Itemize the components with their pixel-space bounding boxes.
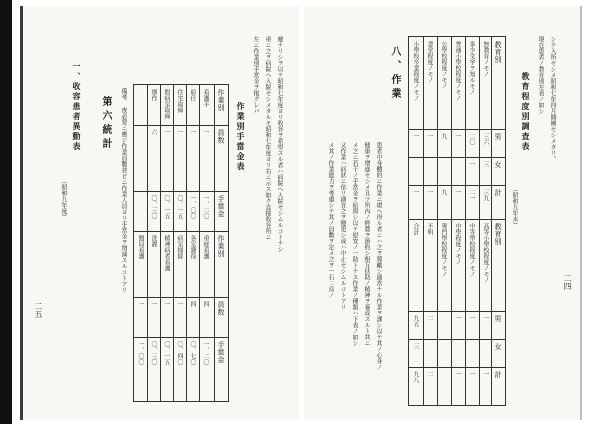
right-body-line-5: メ其ノ作業能力ヲ考慮シテ其ノ員數ヲ定メ之ヲ一石二鳥ノ — [327, 142, 334, 298]
education-table — [408, 36, 506, 406]
th-male-2: 男 — [494, 315, 502, 323]
table-cell: 洗濯 — [150, 235, 157, 247]
table-cell: 二 — [426, 315, 433, 321]
table-cell: 一 — [426, 189, 433, 195]
left-table-title: 作業別手當金表 — [236, 102, 246, 172]
th-female-2: 女 — [494, 343, 502, 351]
table-cell: 一 — [426, 133, 433, 139]
table-cell: 假病室取締 — [163, 89, 170, 119]
table-cell: 九 — [440, 189, 447, 195]
th-total-1: 計 — [494, 189, 502, 197]
table-cell: 一 — [454, 133, 461, 139]
th-work-1: 作業別 — [217, 89, 225, 112]
table-cell: 一 — [482, 371, 489, 377]
right-section-number: 八、作業 — [389, 46, 400, 102]
table-cell: 九八 — [412, 371, 419, 383]
table-cell: 重症看護 — [202, 235, 209, 259]
right-body-line-1: 患者中身體的ニ作業ニ堪ヘ得ル者ニハ之ヲ奬勵シ適當ナル作業ヲ課シ以テ其ノ心身ノ — [375, 142, 382, 370]
right-table-title: 教育程度別調査表 — [521, 72, 531, 152]
table-cell: 〇、三〇 — [150, 195, 157, 219]
scan-edge — [0, 0, 12, 424]
section-note: （昭和九年度） — [60, 178, 67, 220]
table-cell: 一 — [468, 315, 475, 321]
table-cell: 病室掃除 — [176, 235, 183, 259]
table-cell: 一 — [150, 301, 157, 307]
right-page — [304, 6, 582, 420]
th-allow-1: 手當金 — [217, 195, 225, 218]
table-cell: 〇、四〇 — [176, 341, 183, 365]
right-body-line-2: 健康ヲ增進セシメ且ツ所內ノ經費ヲ節約シ相互扶助ノ精神ヲ養成スルト共ニ — [363, 142, 370, 346]
table-cell: 小學校卒業程度ノモノ — [412, 41, 419, 101]
th-female-1: 女 — [494, 161, 502, 169]
table-cell: 一 — [454, 315, 461, 321]
table-cell: 二〇 — [468, 133, 475, 145]
table-cell: 一、二〇 — [202, 341, 209, 365]
table-cell: 精神病者看護 — [163, 235, 170, 271]
table-cell: 〇、一五 — [163, 341, 170, 365]
table-cell: 住宅取締 — [176, 89, 183, 113]
table-cell: 普通小學校程度ノモノ — [454, 41, 461, 101]
table-cell: 一 — [163, 129, 170, 135]
table-cell: 一 — [163, 301, 170, 307]
table-cell: 高等小學校程度ノモノ — [482, 223, 489, 283]
table-cell: 一、二〇 — [202, 195, 209, 219]
left-page — [20, 6, 299, 420]
table-cell: 〇、七〇 — [189, 341, 196, 365]
th-male-1: 男 — [494, 133, 502, 141]
table-cell: 一、〇〇 — [137, 341, 144, 365]
table-cell: 給仕 — [189, 89, 196, 101]
table-cell: 一 — [137, 301, 144, 307]
section-number: 第六統計 — [100, 96, 111, 152]
table-cell: 一 — [454, 189, 461, 195]
table-cell: 一 — [176, 301, 183, 307]
table-cell: 公學校程度ノモノ — [440, 41, 447, 89]
table-cell: 一 — [468, 371, 475, 377]
th-allow-2: 手當金 — [217, 341, 225, 364]
table-cell: 一 — [189, 129, 196, 135]
table-cell: 一、〇〇 — [189, 195, 196, 219]
left-page-folio: 二五 — [34, 302, 43, 318]
table-cell: 三 — [482, 161, 489, 167]
right-table-note: （昭和九年末） — [511, 186, 518, 228]
table-cell: 各室雜役 — [189, 235, 196, 259]
table-cell: 醫局看護 — [137, 235, 144, 259]
table-cell: 一 — [412, 189, 419, 195]
right-intro-line-2: 現在患者ノ教育別左表ノ如シ — [537, 36, 544, 114]
table-cell: 二 — [426, 371, 433, 377]
table-cell: 書堂程度ノモノ — [426, 41, 433, 83]
table-cell: 一 — [482, 315, 489, 321]
right-intro-line-1: シテ入所セシメ昭和七年四月開園セシメタリ。 — [549, 36, 556, 162]
table-cell: 四 — [189, 301, 196, 307]
section-heading: 一、收容患者異動表 — [72, 62, 82, 152]
left-paragraph-line-1: 慶ナリシヲ以テ昭和七年度ヨリ收容ヲ希望スル者ハ病院ヘ入院セシムルコトナシ — [276, 36, 283, 252]
th-edu-2: 教育別 — [494, 223, 502, 246]
table-cell: 中等學校程度ノモノ — [468, 223, 475, 277]
table-cell: 專門學校程度ノモノ — [440, 223, 447, 277]
table-cell: 一 — [412, 133, 419, 139]
table-cell: 一 — [454, 371, 461, 377]
table-cell: 〇、一五 — [163, 195, 170, 219]
left-paragraph-line-3: 左ニ作業別手當金ヲ掲グレバ — [252, 36, 259, 114]
left-table-note: 備考 夜必要ニ應ジ作業員數並ビニ作業人員ヨリ手當金ヲ増減スルコトアリ — [120, 88, 127, 293]
table-cell: 四 — [202, 301, 209, 307]
table-cell: 畑作 — [150, 89, 157, 101]
th-edu-1: 教育別 — [494, 41, 502, 64]
table-cell: 二一 — [468, 189, 475, 201]
left-paragraph-line-2: 重ニ之ヲ病院ヘ入院セシメタルモ昭和七年度ヨリ右ニ示ス如ク直接收容所ニ — [264, 36, 271, 240]
th-total-2: 計 — [494, 371, 502, 379]
table-cell: 多少文字ヲ知ルモノ — [468, 41, 475, 95]
table-cell: 六 — [150, 129, 157, 135]
table-cell: 九五 — [412, 315, 419, 327]
table-cell: 〇、三〇 — [150, 341, 157, 365]
work-allowance-table — [133, 84, 229, 402]
table-cell: 無教育ノモノ — [482, 41, 489, 77]
right-body-line-4: 又作業ハ病狀ニ依リ適宜之ヲ變更シ或ハ中止セシムルコトアリ — [339, 142, 346, 310]
th-count-1: 員数 — [217, 129, 225, 144]
table-cell: 一 — [202, 129, 209, 135]
table-cell: 三九 — [482, 189, 489, 201]
right-body-line-3: メ之ニ若干ノ手當金ヲ給與シ以テ慰安ノ一助トナス作業ノ種類ハ下表ノ如シ — [351, 142, 358, 346]
table-cell: 一 — [176, 129, 183, 135]
table-cell: 三六 — [482, 133, 489, 145]
table-cell: 〇、一五 — [176, 195, 183, 219]
table-cell: 看護手 — [202, 89, 209, 107]
th-count-2: 員数 — [217, 301, 225, 316]
table-cell: 一 — [468, 161, 475, 167]
table-cell: 九 — [440, 133, 447, 139]
table-cell: 不明 — [426, 223, 433, 235]
table-cell: 中學程度ノモノ — [454, 223, 461, 265]
right-page-folio: 二四 — [563, 274, 572, 290]
table-cell: 合計 — [412, 223, 419, 235]
th-work-2: 作業別 — [217, 235, 225, 258]
table-cell: 三 — [412, 343, 419, 349]
